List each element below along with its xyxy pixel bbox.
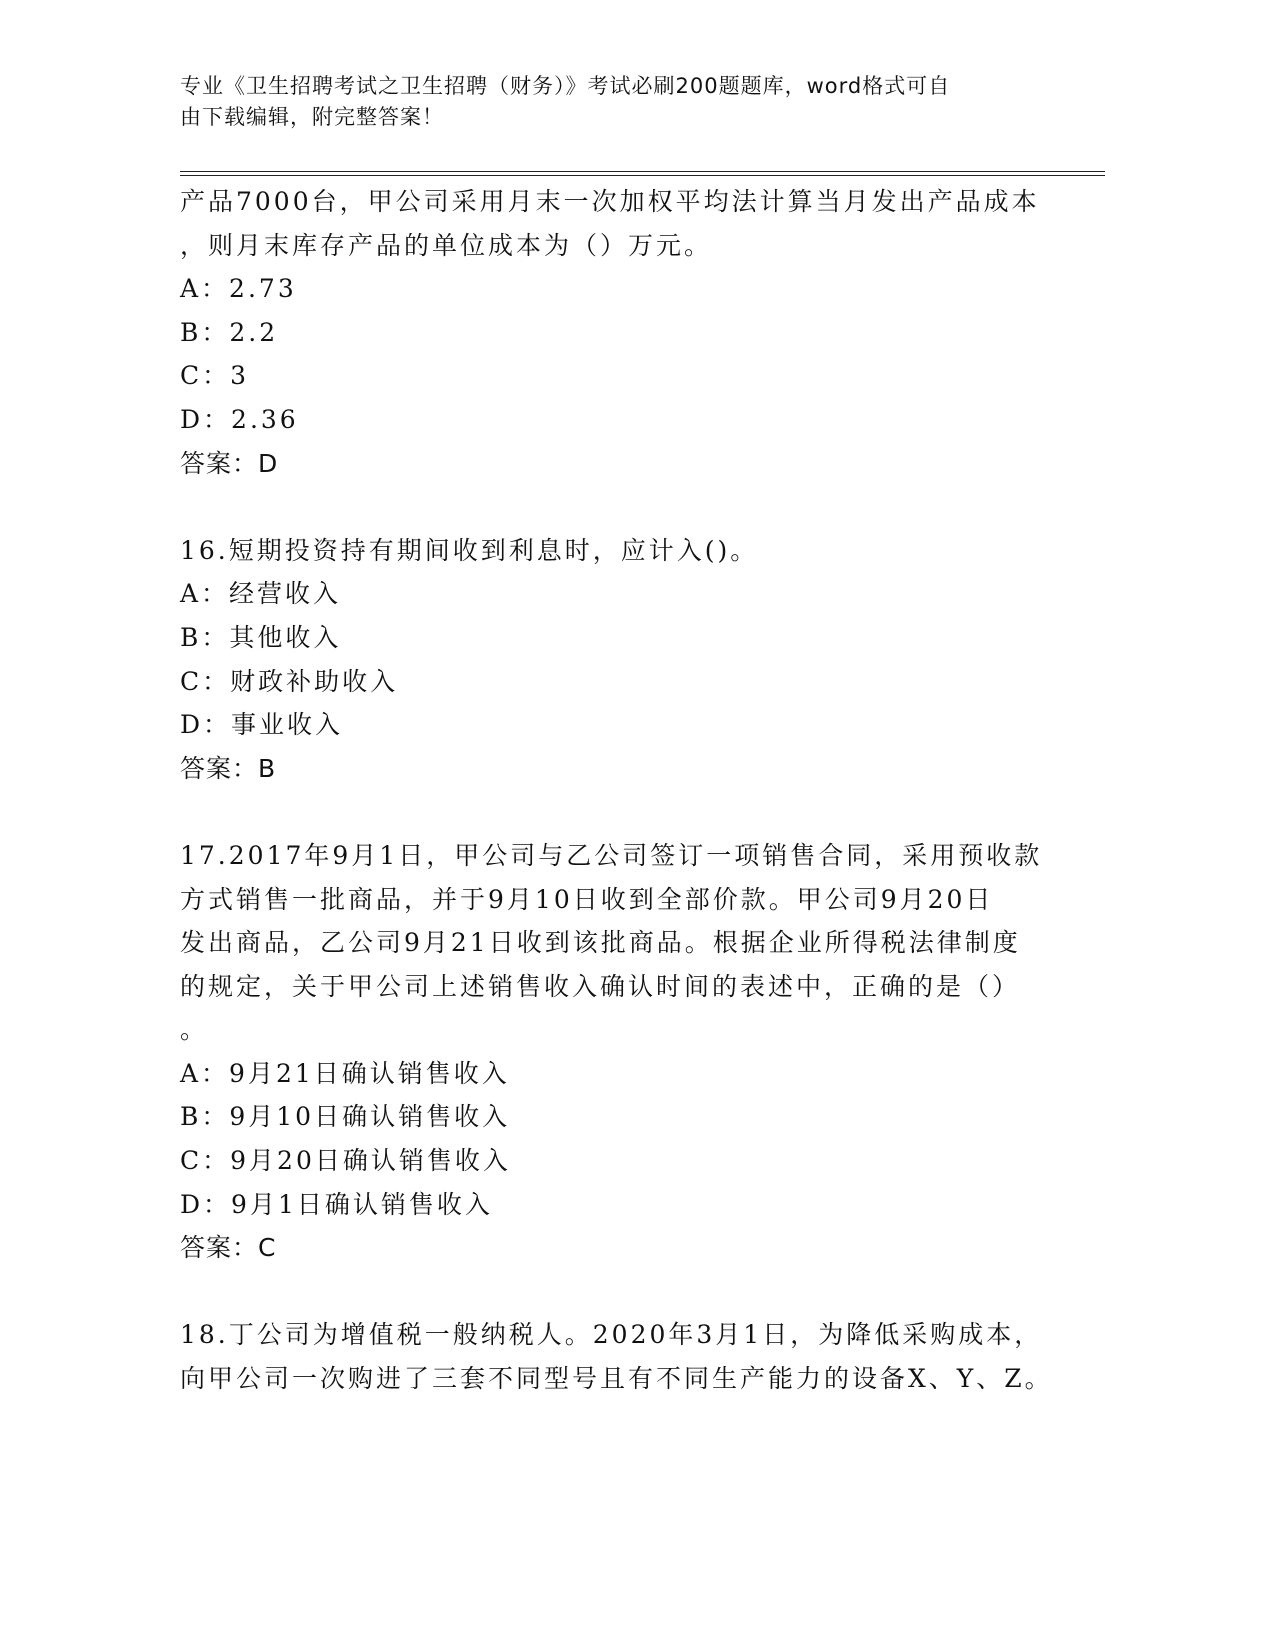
question-16 [180,529,1080,791]
option-a: A：9月21日确认销售收入 [180,1058,510,1088]
question-stem-line: 向甲公司一次购进了三套不同型号且有不同生产能力的设备X、Y、Z。 [180,1364,1053,1394]
header-line-1: 专业《卫生招聘考试之卫生招聘（财务）》考试必刷200题题库，word格式可自 [180,74,951,98]
option-d: D：事业收入 [180,710,344,740]
option-b: B：其他收入 [180,622,342,652]
answer-line: 答案：D [180,448,279,478]
question-stem-line: ，则月末库存产品的单位成本为（）万元。 [180,230,713,260]
spacer [180,1270,1080,1314]
question-stem-line: 16.短期投资持有期间收到利息时，应计入()。 [180,535,759,565]
question-18 [180,1313,1080,1400]
question-17 [180,834,1080,1270]
question-stem-line: 方式销售一批商品，并于9月10日收到全部价款。甲公司9月20日 [180,884,994,914]
option-c: C：财政补助收入 [180,666,399,696]
question-stem-line: 17.2017年9月1日，甲公司与乙公司签订一项销售合同，采用预收款 [180,840,1043,870]
option-c: C：3 [180,361,250,391]
spacer [180,790,1080,834]
header-line-2: 由下载编辑，附完整答案！ [180,105,444,129]
document-header [180,71,1040,133]
question-stem-line: 产品7000台，甲公司采用月末一次加权平均法计算当月发出产品成本 [180,187,1040,216]
question-stem-line: 的规定，关于甲公司上述销售收入确认时间的表述中，正确的是（） [180,971,1021,1001]
question-list [180,180,1080,1401]
option-b: B：2.2 [180,317,279,347]
question-stem-line: 发出商品，乙公司9月21日收到该批商品。根据企业所得税法律制度 [180,928,1021,958]
option-d: D：2.36 [180,404,299,434]
option-a: A：2.73 [180,274,297,304]
option-d: D：9月1日确认销售收入 [180,1189,493,1219]
question-15 [180,180,1080,485]
question-stem-line: 。 [180,1015,209,1045]
spacer [180,485,1080,529]
option-a: A：经营收入 [180,579,342,609]
header-divider [180,171,1105,176]
document-page [180,0,1105,1650]
answer-line: 答案：C [180,1233,277,1263]
option-c: C：9月20日确认销售收入 [180,1146,511,1176]
question-stem-line: 18.丁公司为增值税一般纳税人。2020年3月1日，为降低采购成本， [180,1320,1043,1350]
answer-line: 答案：B [180,753,277,783]
option-b: B：9月10日确认销售收入 [180,1102,511,1132]
